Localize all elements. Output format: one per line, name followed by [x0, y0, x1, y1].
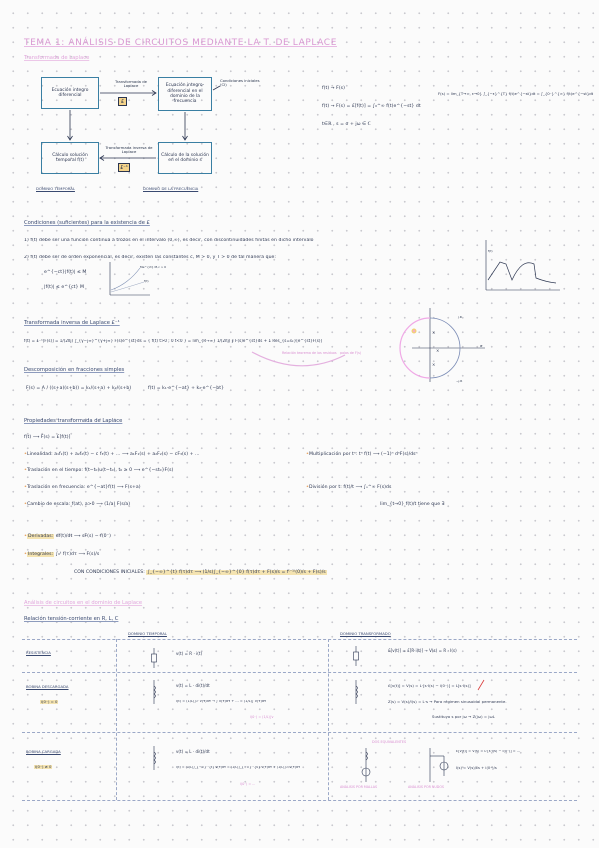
svg-text:×: × [432, 330, 436, 335]
ci-formula: ∫_{−∞}^{t} f(τ)dτ ⟶ (1/s)∫_{−∞}^{0} f(τ)dτ + F(s)/s = f⁽⁻¹⁾(0)/s + F(s)/s [147, 570, 326, 575]
graph-label-2: f(t) [144, 279, 149, 283]
box-calculo-frecuencia: Cálculo de la solución en el dominio s [158, 142, 212, 174]
formula-domains: t∈ℝ , s = σ + jω ∈ ℂ [322, 122, 371, 127]
label-inversa: Transformada inversa de Laplace [105, 145, 153, 155]
integral-label: Integrales: [28, 552, 54, 557]
graph-label-1: Me^{ct} M,c > 0 [140, 265, 167, 269]
label-transformada: Transformada de Laplace [115, 79, 147, 89]
integral-formula: ∫₀ᵗ f(τ)dτ ⟶ F(s)/s [55, 552, 100, 557]
escala-formula: f(at), a>0 ⟶ (1/a) F(s/a) [71, 502, 131, 507]
row-resistencia-transformado: £[v(t)] = £[R·i(t)] → V(s) = R · I(s) [388, 648, 457, 653]
label-condiciones: Condiciones iniciales (CI) [220, 78, 260, 88]
division-cond: lim_{t→0} f(t)/t tiene que ∃ [380, 502, 445, 507]
row-bobina-cargada-note: i(0⁻) = ... [240, 782, 256, 786]
svg-text:×: × [436, 348, 440, 353]
row-bobina-descargada-note: i(0⁻) = (1/L)∫v [250, 715, 274, 719]
formula-laplace-def: f(t) → F(s) = £[f(t)] = ∫₀^∞ f(t)e^{−st} dt [322, 104, 421, 109]
frecuencia-label: Traslación en frecuencia: [27, 485, 86, 490]
linealidad-label: Linealidad: [27, 452, 53, 457]
derivada-label: Derivadas: [28, 534, 54, 539]
equivalent-circuits-title: DOS EQUIVALENTES [372, 740, 407, 744]
label-dominio-frecuencia: DOMINIO DE LA FRECUENCIA [143, 186, 199, 191]
condition-2: 2) f(t) debe ser de orden exponencial, es decir, existen las constantes c, M > 0, y T > 0 de tal manera que: [24, 255, 277, 260]
frecuencia-formula: e^{−at}f(t) ⟶ F(s+a) [86, 485, 141, 490]
propiedades-intro: f(t) ⟶ F(s) = £[f(t)] [24, 435, 71, 440]
box-ecuacion-frecuencia: Ecuación integro-diferencial en el dominio de la frecuencia [158, 77, 212, 111]
section-inversa-heading: Transformada inversa de Laplace £⁻¹ [24, 320, 120, 326]
row-bobina-cargada-temporal: v(t) = L · di(t)/dt [176, 749, 210, 754]
label-nudos: ANÁLISIS POR NUDOS [408, 785, 445, 789]
inverse-formula: f(t) = £⁻¹[F(s)] = 1/(2πj) ∫_{γ−j∞}^{γ+j∞} F(s)e^{st}ds = { f(t) t>0 ; 0 t<0 } = lim_{R→∞} 1/(2πj) ∮ F(s)e^{st}ds + Σ Res_{s=sₖ}[e^{st}F(s)] [24, 339, 323, 343]
prop-tiempo: •Traslación en el tiempo: f(t−t₀)u(t−t₀), t₀ ≥ 0 ⟶ e^{−st₀}F(s) [24, 468, 174, 473]
inequality-2: |f(t)| ≤ e^{ct} M [44, 285, 84, 290]
tiempo-formula: f(t−t₀)u(t−t₀), t₀ ≥ 0 ⟶ e^{−st₀}F(s) [84, 468, 174, 473]
division-formula: f(t)/t ⟶ ∫ₛ^∞ F(s)ds [343, 485, 392, 490]
page-title: TEMA 1: ANÁLISIS DE CIRCUITOS MEDIANTE LA T. DE LAPLACE [24, 38, 337, 48]
laplace-inverse-symbol: £⁻¹ [118, 163, 130, 172]
section-condiciones-heading: Condiciones (suficientes) para la existencia de £ [24, 220, 150, 226]
axis-jR: j·R [458, 315, 462, 319]
axis-minus-jR: −j·R [456, 379, 463, 383]
svg-text:×: × [432, 362, 436, 367]
row-bobina-cargada-transformado: £[v(t)] = V(s) = L·[s·I(s) − i(0⁻)] = ... [456, 750, 521, 753]
ci-label: CON CONDICIONES INICIALES: [74, 570, 145, 575]
prop-frecuencia: •Traslación en frecuencia: e^{−at}f(t) ⟶ F(s+a) [24, 485, 141, 490]
row-bobina-cargada-cond: i(0⁻) ≠ 0 [35, 764, 52, 769]
label-dominio-temporal: DOMINIO TEMPORAL [36, 186, 75, 191]
row-bobina-cargada-transformado-2: I(s) = V(s)/Ls + i(0⁻)/s [456, 766, 497, 770]
row-bobina-descargada-cond: i(0⁻) = 0 [41, 699, 58, 704]
inequality-1: e^{−ct}|f(t)| ≤ M [44, 270, 87, 275]
mult-formula: tⁿ f(t) ⟶ (−1)ⁿ dⁿF(s)/dsⁿ [358, 452, 418, 457]
section-transformada-heading: Transformada de Laplace [24, 55, 90, 61]
division-label: División por t: [309, 485, 342, 490]
row-bobina-descargada-transformado: £[v(t)] = V(s) = L·[s·I(s) − i(0⁻)] = L[s·I(s)] [388, 683, 471, 688]
linealidad-formula: a₁f₁(t) + a₂f₂(t) − c f₃(t) + ... ⟶ a₁F₁(s) + a₂F₂(s) − cF₃(s) + ... [54, 452, 200, 457]
section-circuitos-heading: Análisis de circuitos en el dominio de Laplace [24, 600, 143, 606]
row-bobina-descargada-name: BOBINA DESCARGADA [26, 684, 69, 689]
row-bobina-descargada-temporal-2: i(t) = (1/L)∫₀ᵗ v(τ)dτ → ∫ v(τ)dτ + ... = (1/L)∫ v(τ)dτ [176, 700, 267, 703]
row-resistencia-temporal: v(t) = R · i(t) [176, 651, 203, 656]
prop-multiplicacion: •Multiplicación por tⁿ: tⁿ f(t) ⟶ (−1)ⁿ dⁿF(s)/dsⁿ [306, 452, 418, 457]
label-mallas: ANÁLISIS POR MALLAS [340, 785, 378, 789]
note-residuos: Relación teorema de los residuos [282, 351, 337, 355]
row-bobina-cargada-name: BOBINA CARGADA [26, 749, 61, 754]
tiempo-label: Traslación en el tiempo: [27, 468, 83, 473]
box-ecuacion-integro: Ecuación integro diferencial [41, 77, 99, 109]
decomp-result: f(t) = k₁·e^{−at} + k₂·e^{−bt} [148, 386, 225, 391]
row-bobina-cargada-temporal-2: i(t) = (1/L)∫_{−∞}^{t} v(τ)dτ = (1/L)∫_{−∞}^{0} v(τ)dτ + (1/L)∫₀ᵗ v(τ)dτ [176, 766, 301, 769]
formula-limit: F(s) = lim_{T→∞, ε→0} ∫_{−ε}^{T} f(t)e^{−st}dt = ∫_{0⁻}^{∞} f(t)e^{−st}dt [438, 91, 594, 96]
condition-1: 1) f(t) debe ser una función continua a trozos en el intervalo (0,∞), es decir, con discontinuidades finitas en dicho intervalo [24, 238, 314, 243]
escala-label: Cambio de escala: [27, 502, 71, 507]
col-dominio-temporal: DOMINIO TEMPORAL [128, 631, 167, 636]
formula-lhs: f(t) → F(s) [322, 86, 345, 91]
prop-integral: •Integrales: ∫₀ᵗ f(τ)dτ ⟶ F(s)/s [24, 552, 100, 557]
section-propiedades-heading: Propiedades transformada de Laplace [24, 418, 123, 424]
prop-escala: •Cambio de escala: f(at), a>0 ⟶ (1/a) F(s/a) [24, 502, 131, 507]
relacion-heading: Relación tensión-corriente en R, L, C [24, 616, 119, 622]
prop-derivada: •Derivadas: df(t)/dt ⟶ sF(s) − f(0⁻) [24, 534, 111, 539]
decomp-heading: Descomposición en fracciones simples [24, 367, 125, 373]
row-bobina-descargada-transformado-3: Sustituyo s por jω → Z(jω) = jωL [432, 714, 495, 719]
prop-linealidad: •Linealidad: a₁f₁(t) + a₂f₂(t) − c f₃(t) + ... ⟶ a₁F₁(s) + a₂F₂(s) − cF₃(s) + ... [24, 452, 200, 457]
axis-sigma: σ [480, 343, 483, 348]
prop-division: •División por t: f(t)/t ⟶ ∫ₛ^∞ F(s)ds [306, 485, 392, 490]
row-bobina-descargada-temporal: v(t) = L · di(t)/dt [176, 683, 210, 688]
laplace-symbol: £ [118, 97, 127, 106]
row-bobina-descargada-transformado-2: Z(s) = V(s)/I(s) = L·s → Para régimen sinusoidal permanente. [388, 699, 507, 704]
row-resistencia-name: RESISTENCIA [26, 650, 51, 655]
derivada-formula: df(t)/dt ⟶ sF(s) − f(0⁻) [55, 534, 111, 539]
decomp-formula: F(s) = A / ((s+a)(s+b)) = k₁/(s+a) + k₂/(s+b) [26, 386, 132, 391]
graph2-label: f(t) [488, 249, 493, 253]
mult-label: Multiplicación por tⁿ: [309, 452, 358, 457]
col-dominio-transformado: DOMINIO TRANSFORMADO [340, 631, 391, 636]
note-polos: polos de F(s) [340, 351, 362, 355]
box-calculo-temporal: Cálculo solución temporal f(t) [41, 142, 99, 174]
